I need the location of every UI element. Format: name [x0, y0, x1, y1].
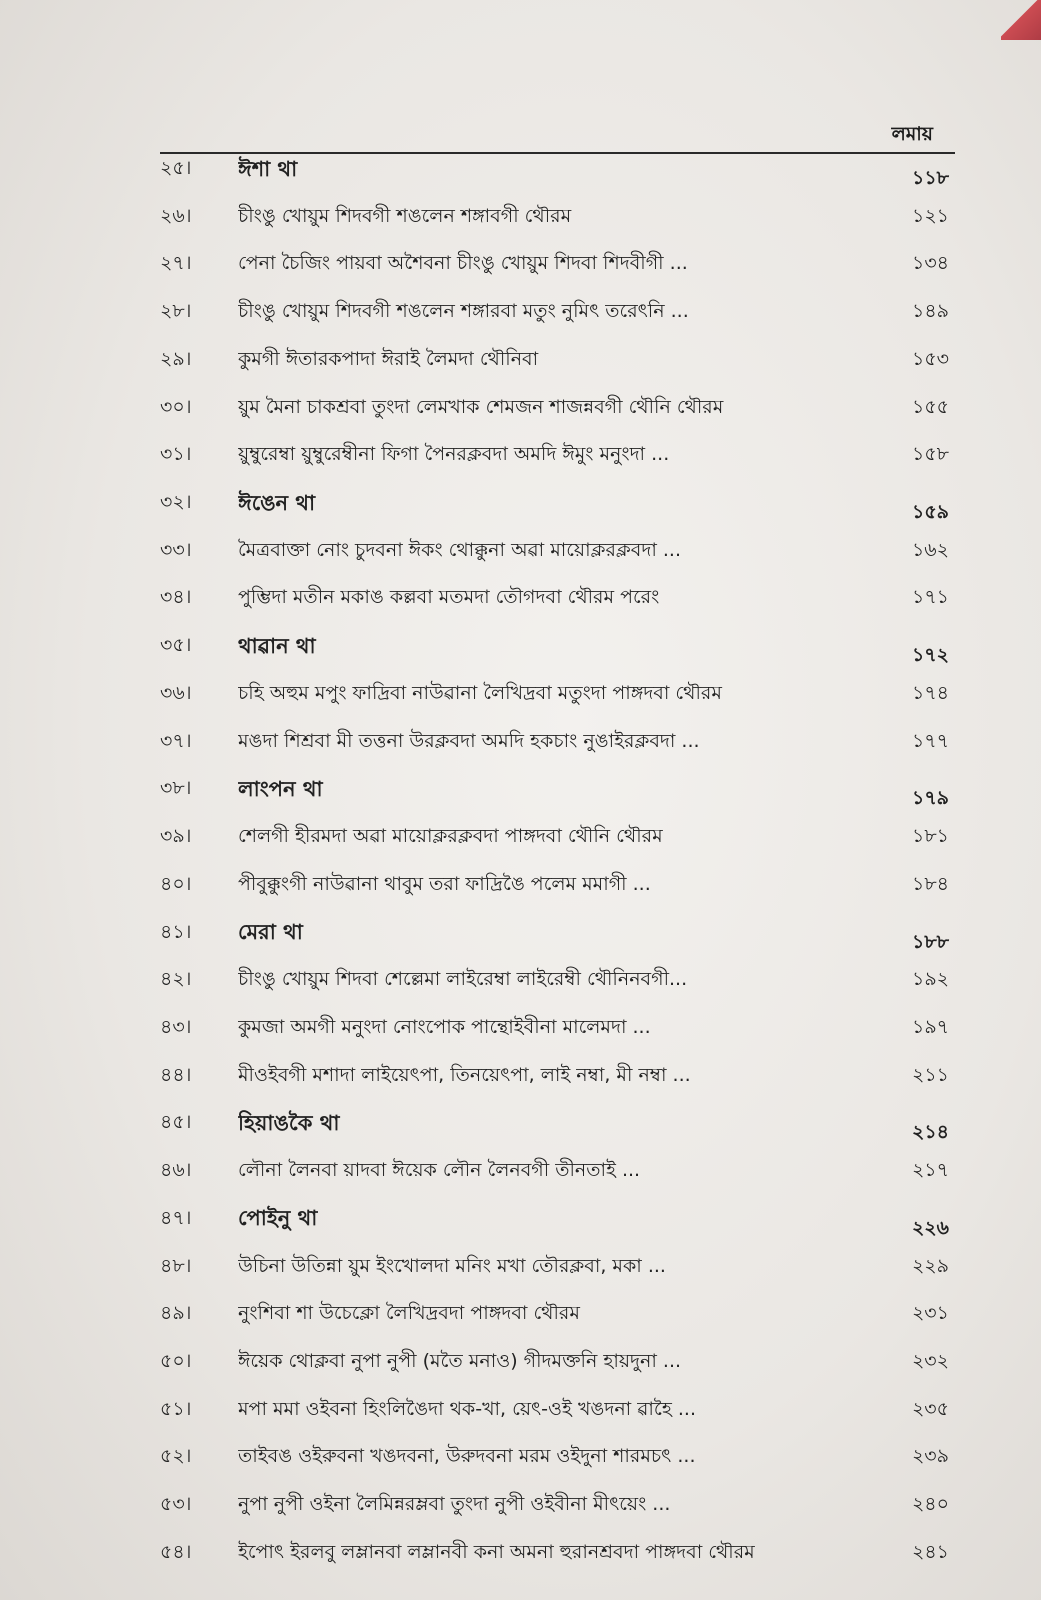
- entry-page-number: ১৭২: [911, 644, 949, 667]
- entry-title: য়ুম মৈনা চাকশ্রবা তুংদা লেমখাক শেমজন শাজন্নবগী থৌনি থৌরম: [238, 395, 724, 418]
- entry-title: মীওইবগী মশাদা লাইয়েৎপা, তিনয়েৎপা, লাই নম্বা, মী নম্বা ...: [238, 1063, 691, 1086]
- section-title: মেরা থা: [238, 920, 303, 944]
- entry-page-number: ২২৬: [911, 1216, 949, 1239]
- entry-title: য়ুম্বুরেম্বা য়ুম্বুরেম্বীনা ফিগা পৈনরক্লবদা অমদি ঈমুং মনুংদা ...: [238, 443, 670, 466]
- toc-entry-row: [160, 820, 955, 856]
- entry-title: পুম্ভিদা মতীন মকাঙ কল্লবা মতমদা তৌগদবা থৌরম পরেং: [238, 586, 660, 609]
- entry-number: ৪৪।: [160, 1063, 192, 1086]
- toc-entry-row: [160, 295, 955, 331]
- entry-number: ২৯।: [160, 347, 192, 370]
- toc-section-row: [160, 486, 955, 522]
- toc-entry-row: [160, 868, 955, 904]
- entry-page-number: ২৩২: [911, 1349, 949, 1372]
- entry-page-number: ১৫৯: [912, 501, 949, 524]
- toc-section-row: [160, 916, 955, 952]
- section-title: ঈঙেন থা: [238, 490, 316, 515]
- entry-number: ৪১।: [160, 920, 192, 943]
- toc-entry-row: [160, 677, 955, 713]
- page-corner-mark: [1001, 0, 1041, 40]
- entry-title: মপা মমা ওইবনা হিংলিঙৈদা থক-খা, য়েৎ-ওই খঙদনা ৱাহৈ ...: [238, 1397, 696, 1420]
- entry-page-number: ২৪০: [911, 1493, 949, 1516]
- entry-title: উচিনা উতিন্না য়ুম ইংখোলদা মনিং মখা তৌরক্লবা, মকা ...: [238, 1254, 666, 1277]
- entry-page-number: ১৪৯: [912, 300, 949, 323]
- entry-number: ৩২।: [160, 491, 192, 514]
- entry-page-number: ১১৮: [912, 167, 949, 189]
- section-title: হিয়াঙকৈ থা: [238, 1110, 340, 1135]
- entry-number: ৩৮।: [160, 777, 192, 800]
- entry-page-number: ১৮৮: [912, 930, 949, 953]
- toc-entry-row: [160, 247, 955, 283]
- entry-number: ৪৮।: [160, 1254, 192, 1277]
- entry-number: ৫০।: [160, 1349, 192, 1372]
- toc-entry-row: [160, 1154, 955, 1190]
- entry-number: ৪৬।: [160, 1159, 192, 1182]
- toc-entry-row: [160, 1488, 955, 1524]
- table-of-contents: [160, 108, 955, 1578]
- toc-entry-row: [160, 1297, 955, 1333]
- entry-number: ৩১।: [160, 443, 192, 466]
- toc-section-row: [160, 1202, 955, 1238]
- entry-page-number: ১৬২: [911, 538, 949, 561]
- toc-section-row: [160, 1106, 955, 1142]
- entry-number: ৩৭।: [160, 729, 192, 752]
- entry-number: ৫১।: [160, 1397, 192, 1420]
- entry-number: ৫৪।: [160, 1540, 192, 1563]
- toc-entry-row: [160, 1250, 955, 1286]
- toc-entry-row: [160, 1011, 955, 1047]
- entry-title: চহি অহুম মপুং ফাদ্রিবা নাউৱানা লৈখিদ্রবা মতুংদা পাঙ্গদবা থৌরম: [238, 681, 722, 704]
- toc-entry-row: [160, 391, 955, 427]
- entry-number: ৪০।: [160, 872, 192, 895]
- toc-entry-row: [160, 438, 955, 474]
- entry-title: মৈত্রবাক্তা নোং চুদবনা ঈকং থোক্কুনা অৱা মায়োক্লরক্লবদা ...: [238, 538, 682, 561]
- entry-number: ৩৩।: [160, 538, 192, 561]
- entry-page-number: ১৫৫: [912, 395, 949, 418]
- toc-entry-row: [160, 1059, 955, 1095]
- entry-number: ৪৫।: [160, 1111, 192, 1134]
- toc-section-row: [160, 152, 955, 188]
- entry-title: শেলগী হীরমদা অৱা মায়োক্লরক্লবদা পাঙ্গদবা থৌনি থৌরম: [238, 825, 663, 848]
- entry-page-number: ১৭৯: [911, 787, 949, 810]
- entry-number: ৫২।: [160, 1445, 192, 1468]
- entry-title: লৌনা লৈনবা য়াদবা ঈয়েক লৌন লৈনবগী তীনতাই ...: [238, 1159, 641, 1182]
- entry-title: ইপোৎ ইরলবু লম্লানবা লম্লানবী কনা অমনা হুরানশ্রবদা পাঙ্গদবা থৌরম: [238, 1540, 755, 1563]
- entry-page-number: ২৪১: [911, 1540, 949, 1563]
- entry-page-number: ১৩৪: [911, 252, 949, 275]
- entry-number: ৩৫।: [160, 634, 192, 657]
- entry-title: মঙদা শিশ্রবা মী তত্তনা উরক্লবদা অমদি হকচাং নুঙাইরক্লবদা ...: [238, 729, 700, 752]
- entry-page-number: ১৫৮: [912, 443, 949, 466]
- section-title: লাংপন থা: [238, 776, 323, 801]
- toc-section-row: [160, 772, 955, 808]
- toc-entry-row: [160, 1536, 955, 1572]
- entry-page-number: ১৯৭: [911, 1015, 949, 1038]
- section-title: থাৱান থা: [238, 633, 316, 658]
- entry-page-number: ১৯২: [911, 968, 949, 991]
- entry-number: ৪৩।: [160, 1015, 192, 1038]
- entry-page-number: ২৩৯: [911, 1445, 949, 1468]
- toc-entries: [160, 152, 955, 1572]
- page-column-label: লমায়: [891, 123, 933, 145]
- toc-entry-row: [160, 343, 955, 379]
- toc-entry-row: [160, 581, 955, 617]
- entry-page-number: ২৩৫: [911, 1397, 949, 1420]
- entry-number: ৩০।: [160, 395, 192, 418]
- entry-title: কুমজা অমগী মনুংদা নোংপোক পান্থোইবীনা মালেমদা ...: [238, 1015, 651, 1038]
- toc-entry-row: [160, 1345, 955, 1381]
- toc-section-row: [160, 629, 955, 665]
- entry-number: ২৬।: [160, 204, 192, 227]
- toc-entry-row: [160, 963, 955, 999]
- entry-page-number: ২৩১: [911, 1302, 949, 1325]
- section-title: ঈশা থা: [238, 156, 298, 181]
- entry-number: ৩৬।: [160, 681, 192, 704]
- entry-title: চীংঙু খোয়ুম শিদবা শেল্লেমা লাইরেম্বা লাইরেম্বী থৌনিনবগী...: [238, 968, 688, 991]
- entry-page-number: ১৮১: [912, 825, 949, 848]
- entry-page-number: ১৭৪: [911, 681, 949, 704]
- entry-number: ৪৯।: [160, 1302, 192, 1325]
- entry-title: পেনা চৈজিং পায়বা অশৈবনা চীংঙু খোয়ুম শিদবা শিদবীগী ...: [238, 252, 688, 275]
- entry-title: পীবুক্কুংগী নাউৱানা থাবুম তরা ফাদ্রিঙৈ পলেম মমাগী ...: [238, 872, 651, 895]
- entry-page-number: ১৫৩: [911, 347, 949, 370]
- entry-title: নুপা নুপী ওইনা লৈমিন্নরম্লবা তুংদা নুপী ওইবীনা মীৎয়েং ...: [238, 1493, 671, 1516]
- entry-page-number: ১২১: [911, 204, 949, 227]
- entry-page-number: ২১১: [911, 1063, 949, 1086]
- entry-title: নুংশিবা শা উচেক্লো লৈখিদ্রবদা পাঙ্গদবা থৌরম: [238, 1302, 580, 1325]
- entry-title: কুমগী ঈতারকপাদা ঈরাই লৈমদা থৌনিবা: [238, 347, 539, 370]
- section-title: পোইনু থা: [238, 1206, 318, 1231]
- entry-title: চীংঙু খোয়ুম শিদবগী শঙলেন শঙ্গারবা মতুং নুমিৎ তরেৎনি ...: [238, 300, 689, 323]
- entry-number: ৫৩।: [160, 1493, 192, 1516]
- entry-page-number: ২১৪: [911, 1121, 949, 1144]
- entry-page-number: ২১৭: [911, 1159, 949, 1182]
- toc-entry-row: [160, 1440, 955, 1476]
- entry-page-number: ১৭১: [911, 586, 949, 609]
- entry-number: ২৫।: [160, 157, 192, 179]
- entry-title: তাইবঙ ওইরুবনা খঙদবনা, উরুদবনা মরম ওইদুনা শারমচৎ ...: [238, 1445, 696, 1468]
- entry-page-number: ১৭৭: [911, 729, 949, 752]
- entry-number: ২৭।: [160, 252, 192, 275]
- entry-page-number: ১৮৪: [912, 872, 949, 895]
- toc-entry-row: [160, 725, 955, 761]
- toc-entry-row: [160, 1393, 955, 1429]
- entry-number: ৪২।: [160, 968, 192, 991]
- toc-entry-row: [160, 534, 955, 570]
- entry-number: ৩৪।: [160, 586, 192, 609]
- entry-number: ৩৯।: [160, 825, 192, 848]
- entry-number: ৪৭।: [160, 1206, 192, 1229]
- entry-number: ২৮।: [160, 300, 192, 323]
- toc-entry-row: [160, 200, 955, 236]
- entry-title: চীংঙু খোয়ুম শিদবগী শঙলেন শঙ্গাবগী থৌরম: [238, 204, 572, 227]
- entry-page-number: ২২৯: [911, 1254, 949, 1277]
- entry-title: ঈয়েক থোক্লবা নুপা নুপী (মতৈ মনাও) গীদমক্তনি হায়দুনা ...: [238, 1349, 682, 1372]
